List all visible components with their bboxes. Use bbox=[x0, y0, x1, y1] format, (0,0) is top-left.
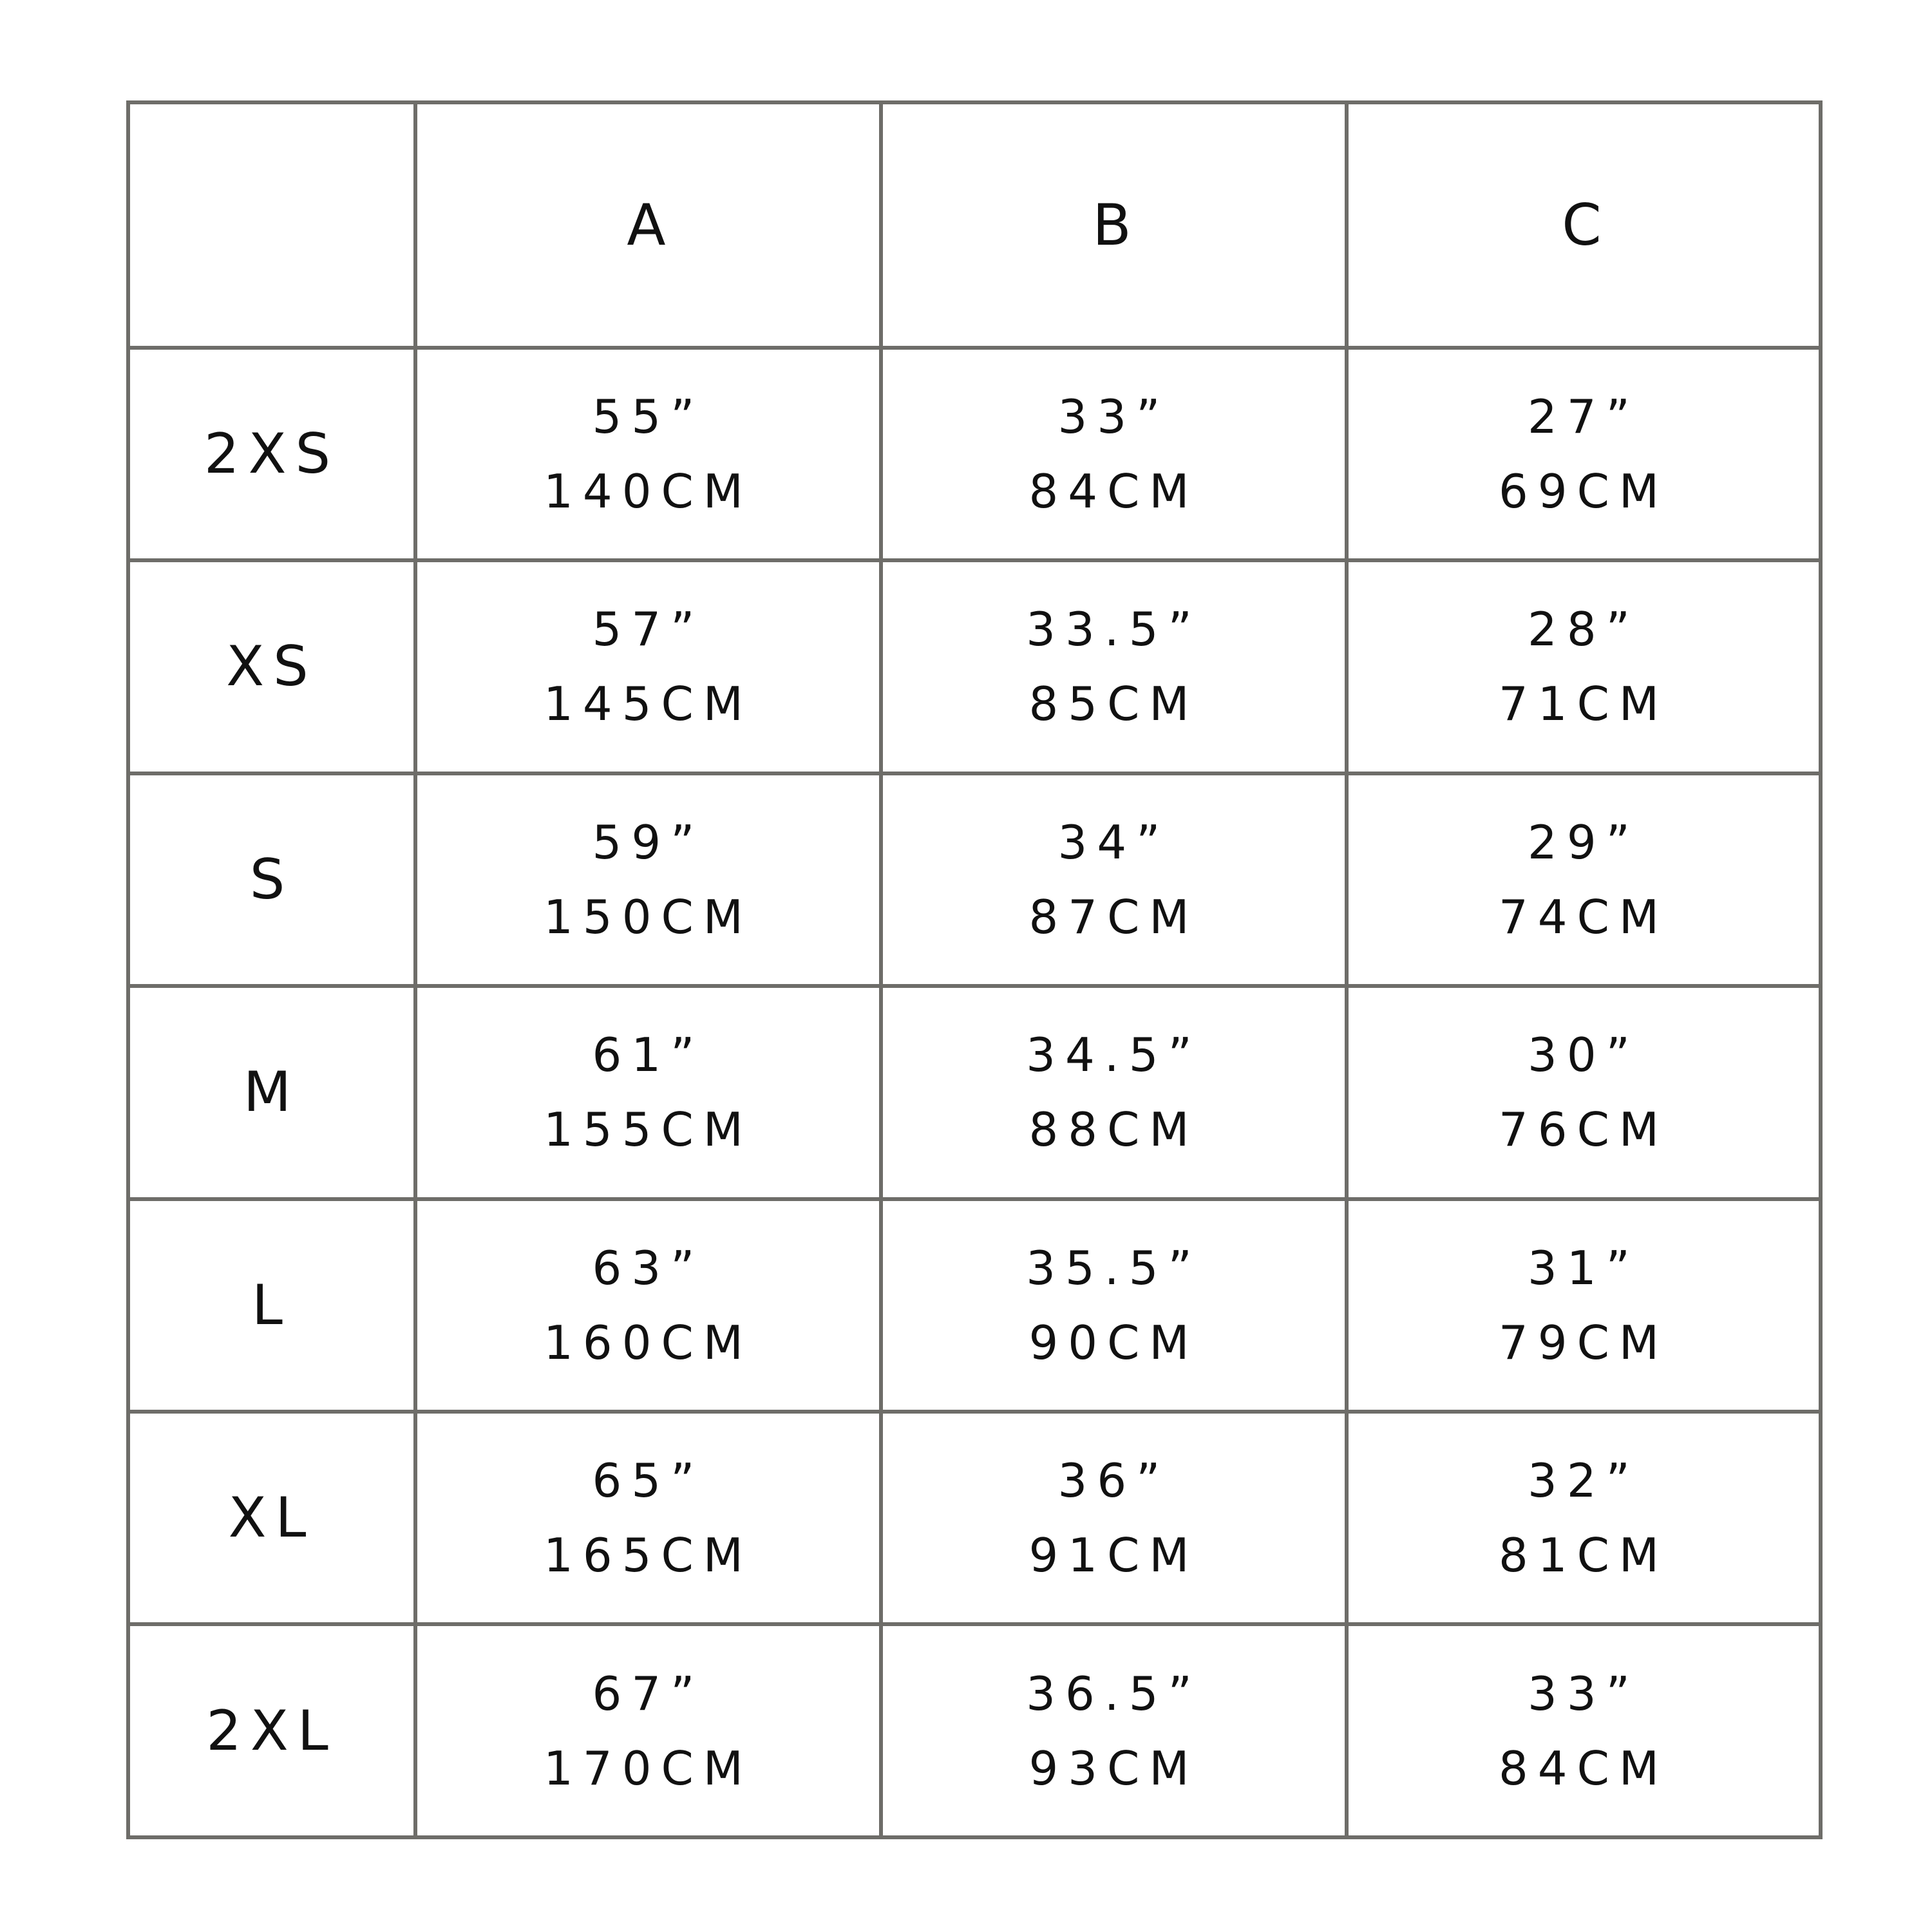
measurement-cell bbox=[881, 348, 1347, 560]
cm-value: 69CM bbox=[1498, 464, 1669, 518]
size-label: M bbox=[128, 986, 415, 1198]
inch-value: 34.5” bbox=[1026, 1028, 1202, 1083]
table-row bbox=[128, 1624, 1821, 1837]
column-header-c: C bbox=[1347, 102, 1821, 348]
inch-value: 59” bbox=[592, 815, 705, 869]
measurement-cell bbox=[881, 1199, 1347, 1412]
measurement-cell bbox=[1347, 348, 1821, 560]
table-row bbox=[128, 986, 1821, 1198]
cm-value: 165CM bbox=[544, 1528, 753, 1583]
size-label: S bbox=[128, 773, 415, 986]
table-row bbox=[128, 560, 1821, 773]
inch-value: 29” bbox=[1528, 815, 1640, 869]
inch-value: 36” bbox=[1057, 1454, 1170, 1508]
inch-value: 33” bbox=[1528, 1666, 1640, 1721]
cm-value: 85CM bbox=[1028, 677, 1199, 732]
measurement-cell bbox=[881, 986, 1347, 1198]
table-row bbox=[128, 773, 1821, 986]
measurement-cell bbox=[1347, 1199, 1821, 1412]
measurement-cell bbox=[415, 348, 881, 560]
cm-value: 84CM bbox=[1498, 1741, 1669, 1795]
cm-value: 87CM bbox=[1028, 889, 1199, 944]
inch-value: 27” bbox=[1528, 389, 1640, 444]
inch-value: 34” bbox=[1057, 815, 1170, 869]
size-label: XL bbox=[128, 1412, 415, 1624]
measurement-cell bbox=[881, 1624, 1347, 1837]
header-row bbox=[128, 102, 1821, 348]
inch-value: 61” bbox=[592, 1028, 705, 1083]
measurement-cell bbox=[1347, 773, 1821, 986]
cm-value: 91CM bbox=[1028, 1528, 1199, 1583]
table-row bbox=[128, 1412, 1821, 1624]
measurement-cell bbox=[1347, 1624, 1821, 1837]
cm-value: 93CM bbox=[1028, 1741, 1199, 1795]
size-chart-table bbox=[126, 100, 1823, 1839]
cm-value: 79CM bbox=[1498, 1315, 1669, 1370]
cm-value: 81CM bbox=[1498, 1528, 1669, 1583]
inch-value: 33.5” bbox=[1026, 602, 1202, 657]
inch-value: 36.5” bbox=[1026, 1666, 1202, 1721]
cm-value: 150CM bbox=[544, 889, 753, 944]
measurement-cell bbox=[415, 773, 881, 986]
inch-value: 30” bbox=[1528, 1028, 1640, 1083]
inch-value: 63” bbox=[592, 1240, 705, 1295]
measurement-cell bbox=[1347, 560, 1821, 773]
corner-cell bbox=[128, 102, 415, 348]
cm-value: 84CM bbox=[1028, 464, 1199, 518]
inch-value: 28” bbox=[1528, 602, 1640, 657]
measurement-cell bbox=[1347, 1412, 1821, 1624]
measurement-cell bbox=[881, 1412, 1347, 1624]
cm-value: 90CM bbox=[1028, 1315, 1199, 1370]
size-label: L bbox=[128, 1199, 415, 1412]
cm-value: 71CM bbox=[1498, 677, 1669, 732]
inch-value: 67” bbox=[592, 1666, 705, 1721]
measurement-cell bbox=[415, 1412, 881, 1624]
column-header-b: B bbox=[881, 102, 1347, 348]
measurement-cell bbox=[415, 986, 881, 1198]
column-header-a: A bbox=[415, 102, 881, 348]
table-row bbox=[128, 348, 1821, 560]
inch-value: 33” bbox=[1057, 389, 1170, 444]
inch-value: 32” bbox=[1528, 1454, 1640, 1508]
cm-value: 76CM bbox=[1498, 1103, 1669, 1157]
cm-value: 160CM bbox=[544, 1315, 753, 1370]
measurement-cell bbox=[415, 1624, 881, 1837]
cm-value: 74CM bbox=[1498, 889, 1669, 944]
measurement-cell bbox=[415, 1199, 881, 1412]
cm-value: 170CM bbox=[544, 1741, 753, 1795]
cm-value: 140CM bbox=[544, 464, 753, 518]
size-label: XS bbox=[128, 560, 415, 773]
cm-value: 88CM bbox=[1028, 1103, 1199, 1157]
measurement-cell bbox=[415, 560, 881, 773]
size-label: 2XL bbox=[128, 1624, 415, 1837]
inch-value: 57” bbox=[592, 602, 705, 657]
cm-value: 155CM bbox=[544, 1103, 753, 1157]
size-label: 2XS bbox=[128, 348, 415, 560]
measurement-cell bbox=[1347, 986, 1821, 1198]
table-row bbox=[128, 1199, 1821, 1412]
inch-value: 65” bbox=[592, 1454, 705, 1508]
measurement-cell bbox=[881, 773, 1347, 986]
inch-value: 55” bbox=[592, 389, 705, 444]
measurement-cell bbox=[881, 560, 1347, 773]
cm-value: 145CM bbox=[544, 677, 753, 732]
inch-value: 35.5” bbox=[1026, 1240, 1202, 1295]
inch-value: 31” bbox=[1528, 1240, 1640, 1295]
